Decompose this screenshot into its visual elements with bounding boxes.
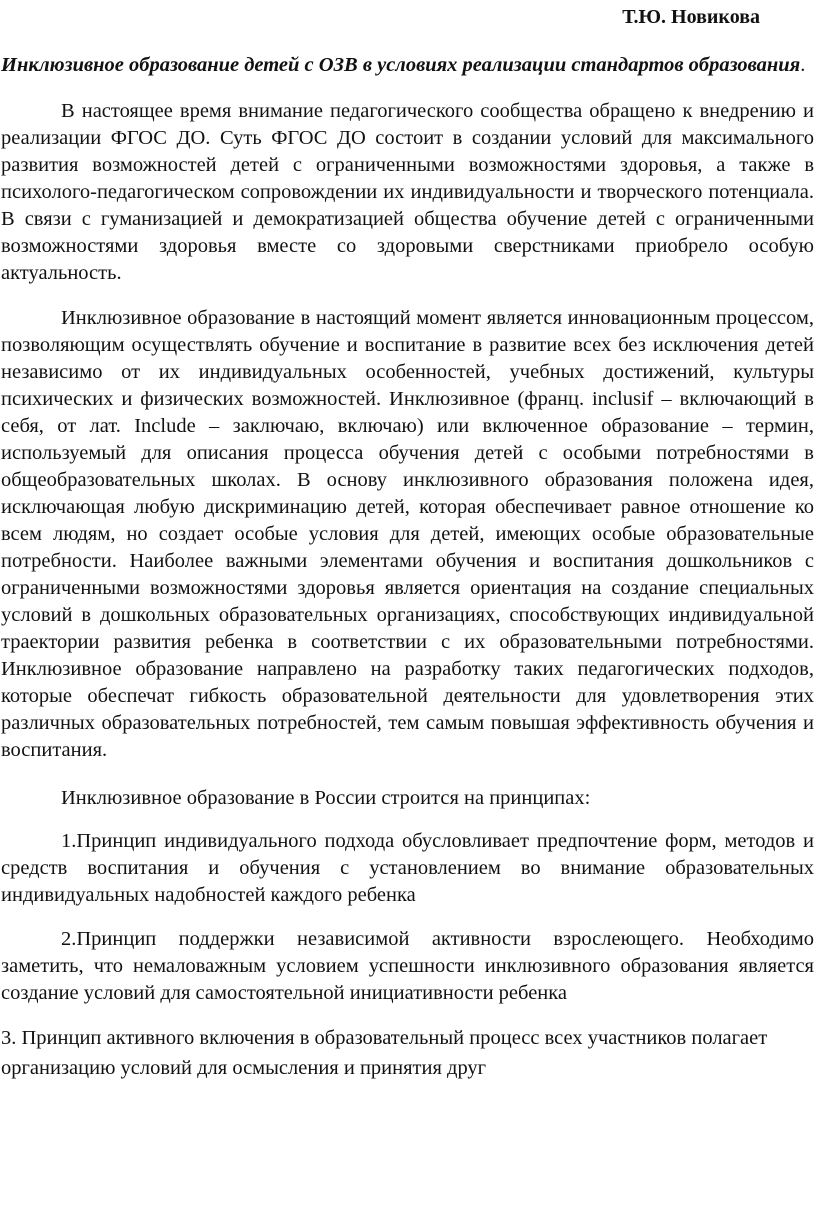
document-title-text: Инклюзивное образование детей с ОЗВ в условиях реализации стандартов образования bbox=[1, 54, 801, 76]
paragraph-principle-3: 3. Принцип активного включения в образовательный процесс всех участников полагает организацию условий для осмысления и принятия друг bbox=[1, 1027, 768, 1079]
paragraph-definition: Инклюзивное образование в настоящий момент является инновационным процессом, позволяющим осуществлять обучение и воспитание в развитие всех без исключения детей независимо от их индивидуальных особенностей, учебных достижений, культуры психических и физических возможностей. Инклюзивное (франц. inclusif – включающий в себя, от лат. Include – заключаю, включаю) или включенное образование – термин, используемый для описания процесса обучения детей с особыми потребностями в общеобразовательных школах. В основу инклюзивного образования положена идея, исключающая любую дискриминацию детей, которая обеспечивает равное отношение ко всем людям, но создает особые условия для детей, имеющих особые образовательные потребности. Наиболее важными элементами обучения и воспитания дошкольников с ограниченными возможностями здоровья является ориентация на создание специальных условий в дошкольных образовательных организациях, способствующих индивидуальной траектории развития ребенка в соответствии с их образовательными потребностями. Инклюзивное образование направлено на разработку таких педагогических подходов, которые обеспечат гибкость образовательной деятельности для удовлетворения этих различных образовательных потребностей, тем самым повышая эффективность обучения и воспитания. bbox=[1, 307, 814, 761]
paragraph-principle-1: 1.Принцип индивидуального подхода обусловливает предпочтение форм, методов и средств воспитания и обучения с установлением во внимание образовательных индивидуальных надобностей каждого ребенка bbox=[1, 830, 814, 906]
paragraph-intro: В настоящее время внимание педагогического сообщества обращено к внедрению и реализации ФГОС ДО. Суть ФГОС ДО состоит в создании условий для максимального развития возможностей детей с ограниченными возможностями здоровья, а также в психолого-педагогическом сопровождении их индивидуальности и творческого потенциала. В связи с гуманизацией и демократизацией общества обучение детей с ограниченными возможностями здоровья вместе со здоровыми сверстниками приобрело особую актуальность. bbox=[1, 100, 814, 284]
document-title bbox=[1, 49, 814, 81]
paragraph-principle-2: 2.Принцип поддержки независимой активности взрослеющего. Необходимо заметить, что немаловажным условием успешности инклюзивного образования является создание условий для самостоятельной инициативности ребенка bbox=[1, 928, 814, 1004]
document-title-punct: . bbox=[800, 54, 806, 76]
paragraph-principles-intro: Инклюзивное образование в России строится на принципах: bbox=[61, 787, 591, 809]
author-name: Т.Ю. Новикова bbox=[622, 6, 760, 28]
